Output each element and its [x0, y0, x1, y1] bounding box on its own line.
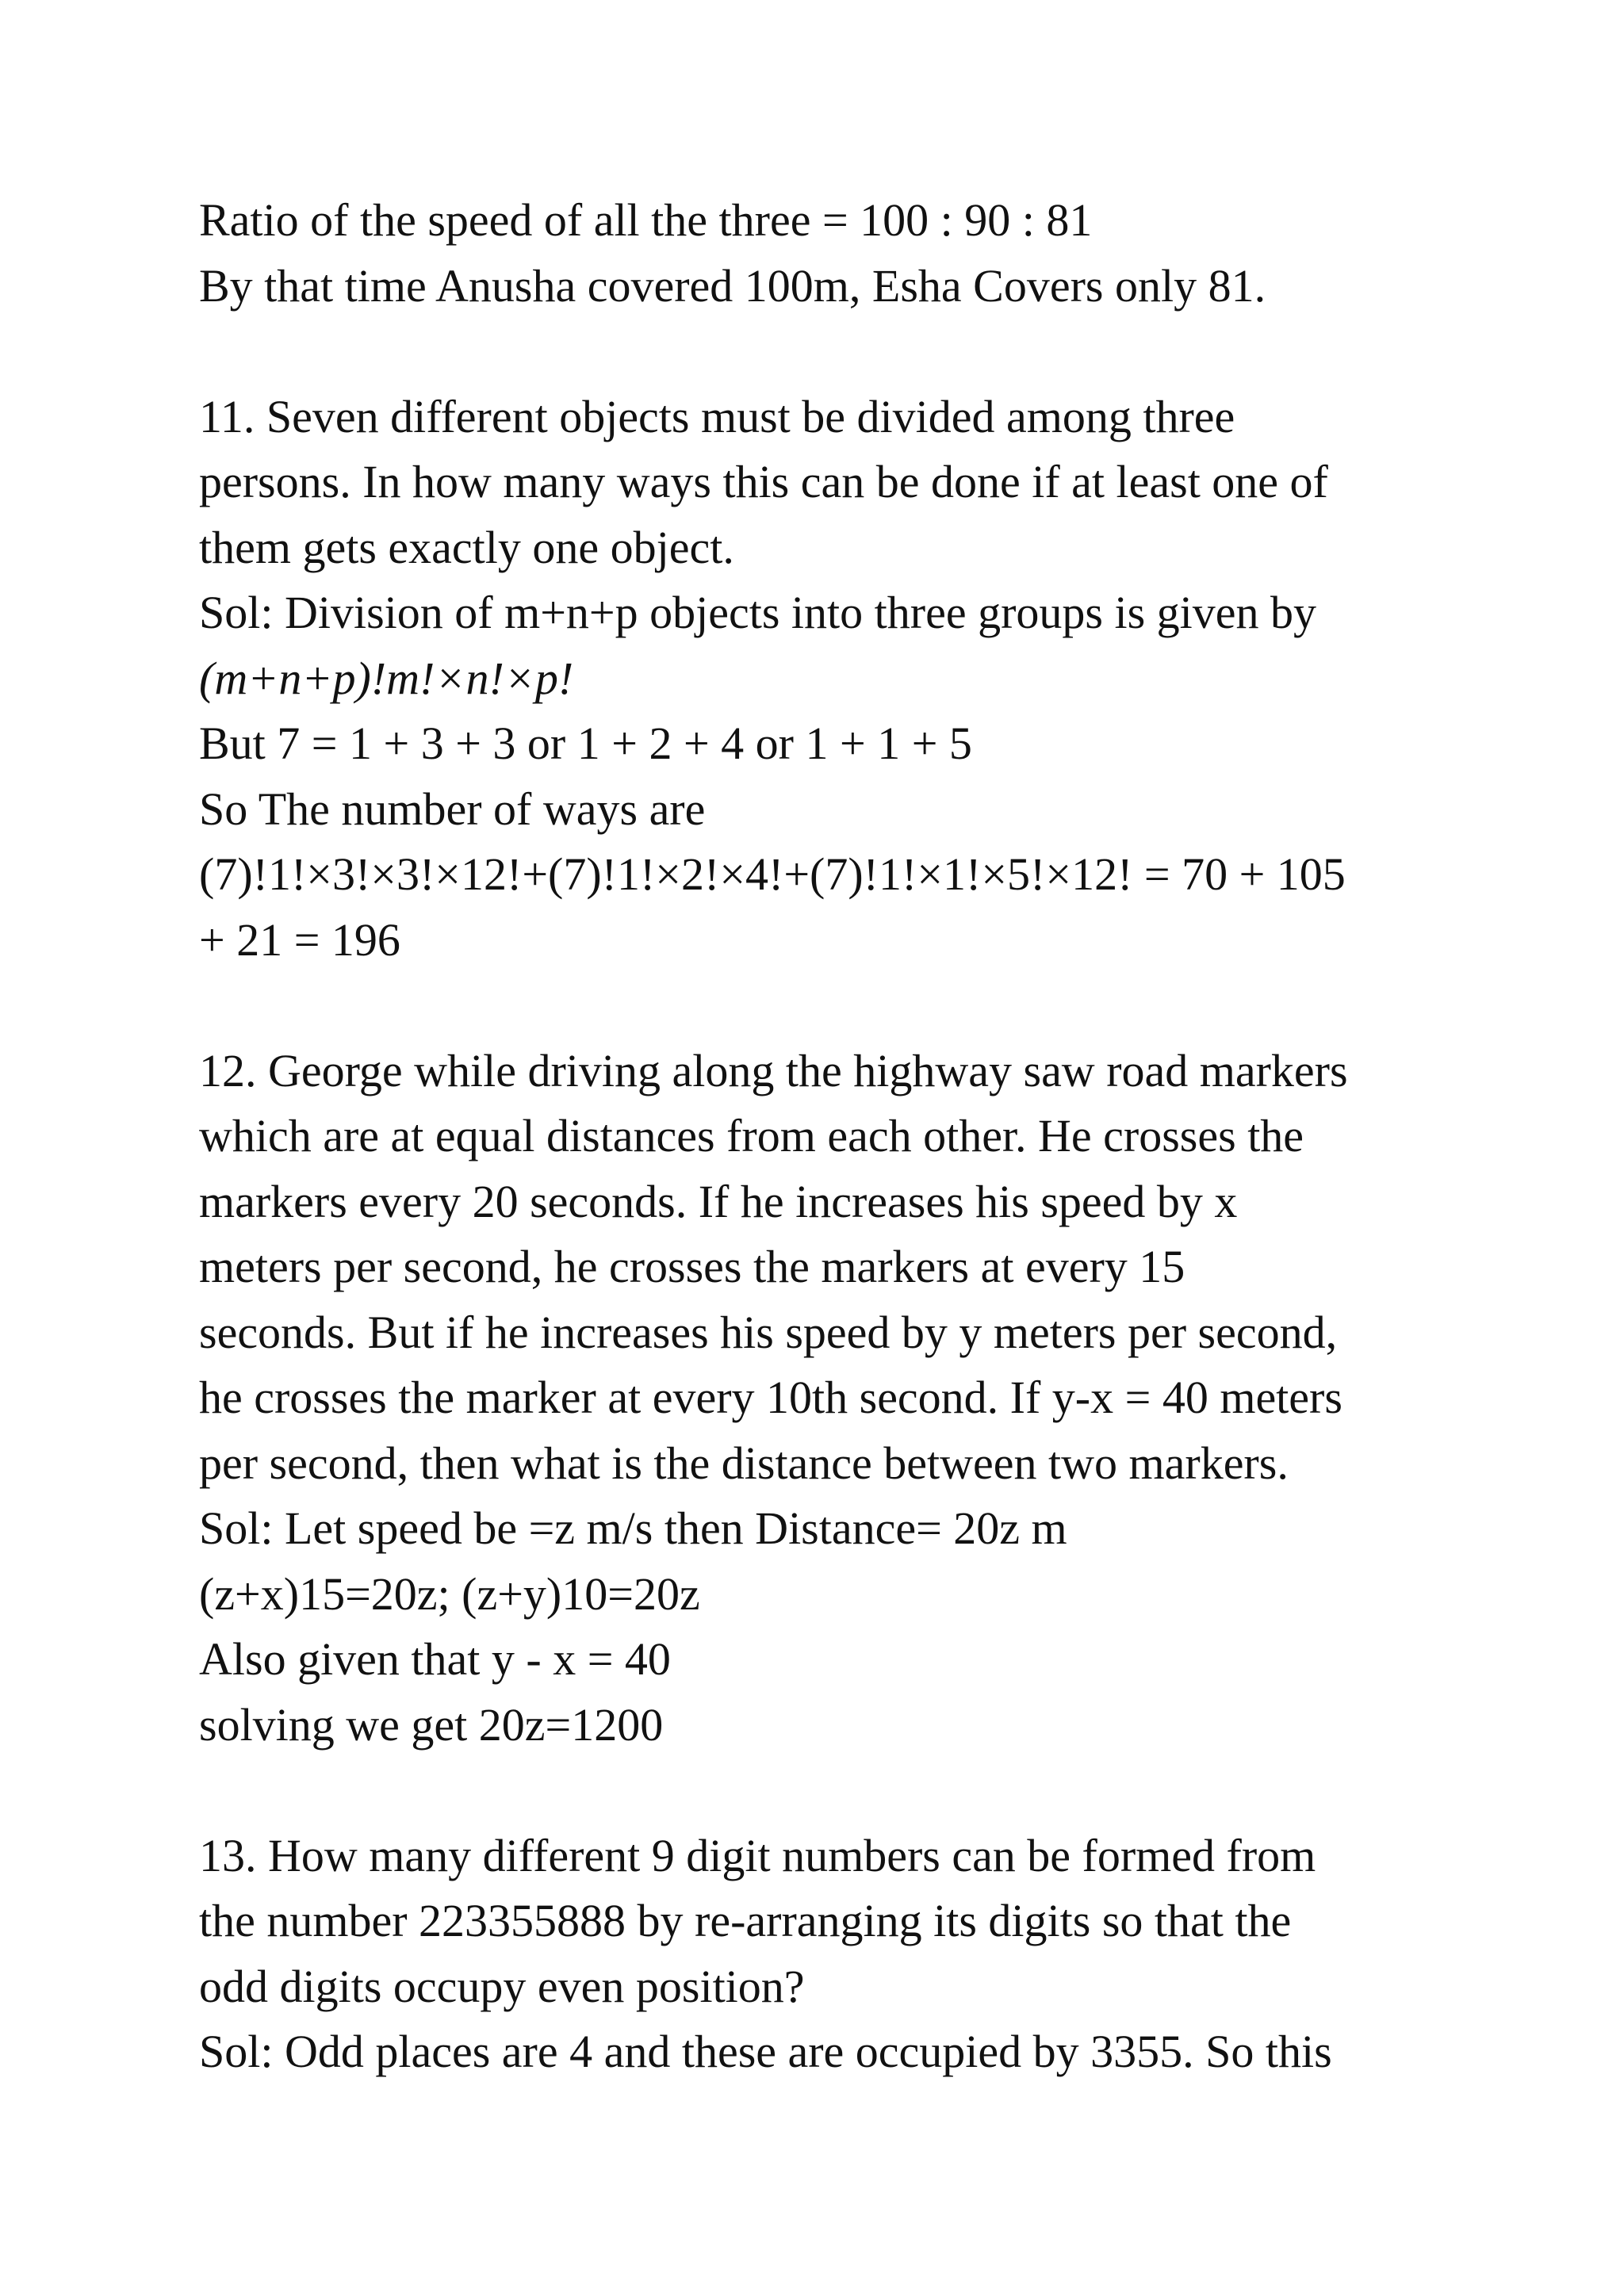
- text-line: By that time Anusha covered 100m, Esha Covers only 81.: [199, 259, 1266, 312]
- question-12-line: 12. George while driving along the highway saw road markers: [199, 1044, 1348, 1096]
- solution-11-line: (7)!1!×3!×3!×12!+(7)!1!×2!×4!+(7)!1!×1!×5!×12! = 70 + 105: [199, 848, 1346, 900]
- solution-11-line: + 21 = 196: [199, 913, 400, 966]
- question-13-line: 13. How many different 9 digit numbers can be formed from: [199, 1829, 1316, 1881]
- question-12-line: he crosses the marker at every 10th second. If y-x = 40 meters: [199, 1372, 1342, 1423]
- question-13-line: odd digits occupy even position?: [199, 1960, 805, 2012]
- text-line: Ratio of the speed of all the three = 100 : 90 : 81: [199, 194, 1093, 246]
- solution-11-line: But 7 = 1 + 3 + 3 or 1 + 2 + 4 or 1 + 1 + 5: [199, 718, 972, 769]
- question-12-line: meters per second, he crosses the markers at every 15: [199, 1241, 1185, 1292]
- solution-12-line: (z+x)15=20z; (z+y)10=20z: [199, 1567, 700, 1620]
- question-11-line: them gets exactly one object.: [199, 521, 734, 573]
- solution-13-line: Sol: Odd places are 4 and these are occupied by 3355. So this: [199, 2026, 1332, 2077]
- question-12-line: markers every 20 seconds. If he increases his speed by x: [199, 1175, 1238, 1227]
- question-13-line: the number 223355888 by re-arranging its digits so that the: [199, 1895, 1292, 1946]
- question-11-line: 11. Seven different objects must be divided among three: [199, 390, 1235, 442]
- question-12-line: which are at equal distances from each other. He crosses the: [199, 1110, 1304, 1161]
- question-12-line: per second, then what is the distance between two markers.: [199, 1437, 1289, 1489]
- solution-12-line: Also given that y - x = 40: [199, 1633, 671, 1685]
- paragraph-gap: [199, 973, 1515, 1039]
- solution-11-line: Sol: Division of m+n+p objects into three groups is given by: [199, 587, 1316, 638]
- document-body: [199, 188, 1515, 2085]
- question-11-line: persons. In how many ways this can be done if at least one of: [199, 456, 1328, 507]
- solution-12-line: Sol: Let speed be =z m/s then Distance= 20z m: [199, 1502, 1067, 1554]
- paragraph-gap: [199, 1758, 1515, 1823]
- formula-line: (m+n+p)!m!×n!×p!: [199, 652, 574, 704]
- solution-11-line: So The number of ways are: [199, 783, 706, 835]
- solution-12-line: solving we get 20z=1200: [199, 1698, 664, 1751]
- question-12-line: seconds. But if he increases his speed by y meters per second,: [199, 1306, 1338, 1358]
- paragraph-gap: [199, 319, 1515, 385]
